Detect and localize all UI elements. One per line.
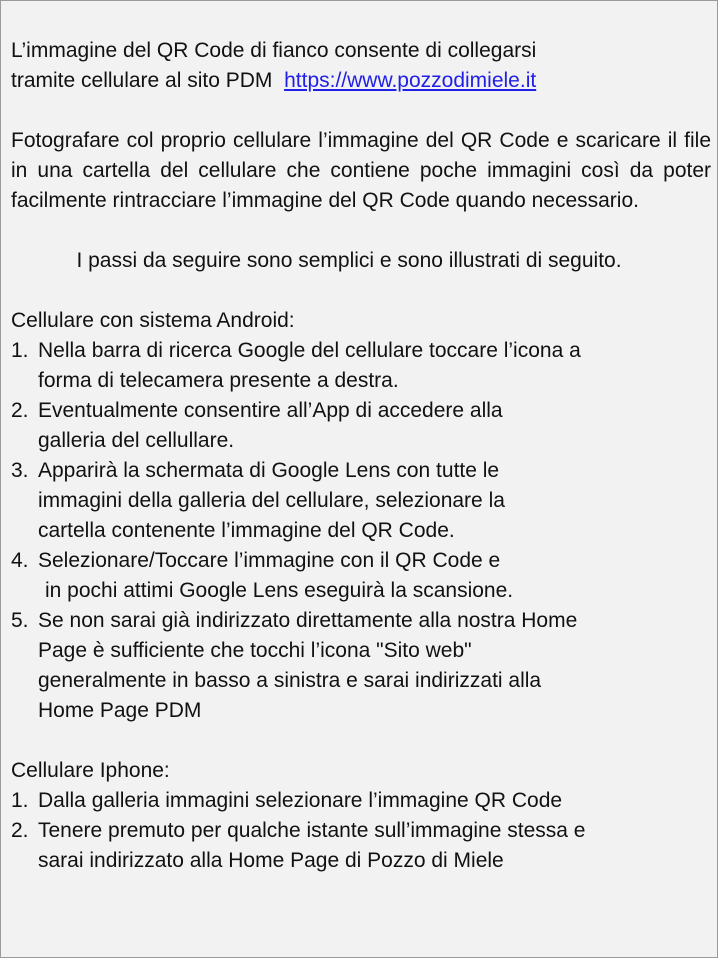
list-item-number: 1. [11, 339, 29, 362]
instructions-paragraph: Fotografare col proprio cellulare l’immagine del QR Code e scaricare il file in una cartella del cellulare che contiene poche immagini così da poter facilmente rintracciare l’immagine del QR Code quando necessario. [11, 129, 711, 212]
spacer [11, 276, 711, 306]
list-item-text: cartella contenente l’immagine del QR Code. [38, 519, 455, 542]
list-item-text: Home Page PDM [38, 699, 202, 722]
list-item [11, 396, 711, 456]
intro-line-1: L’immagine del QR Code di fianco consente di collegarsi [11, 39, 537, 62]
list-item-text: Dalla galleria immagini selezionare l’immagine QR Code [38, 789, 563, 812]
list-item-number: 1. [11, 789, 29, 812]
steps-intro: I passi da seguire sono semplici e sono illustrati di seguito. [76, 249, 622, 272]
list-item [11, 456, 711, 546]
list-item-text: in pochi attimi Google Lens eseguirà la scansione. [45, 579, 514, 602]
intro-paragraph [11, 36, 711, 96]
list-item [11, 606, 711, 726]
list-item-text: Nella barra di ricerca Google del cellulare toccare l’icona a [38, 339, 581, 362]
list-item-text: sarai indirizzato alla Home Page di Pozzo di Miele [38, 849, 504, 872]
android-steps-list [11, 336, 711, 726]
list-item-text: generalmente in basso a sinistra e sarai indirizzati alla [38, 669, 542, 692]
list-item [11, 786, 711, 816]
spacer [11, 96, 711, 126]
list-item-number: 3. [11, 459, 29, 482]
document-content [11, 36, 711, 876]
spacer [11, 726, 711, 756]
list-item-text: galleria del cellullare. [38, 429, 235, 452]
list-item-number: 5. [11, 609, 29, 632]
list-item-text: Page è sufficiente che tocchi l’icona "Sito web" [38, 639, 472, 662]
list-item-number: 4. [11, 549, 29, 572]
list-item [11, 816, 711, 876]
list-item-number: 2. [11, 819, 29, 842]
list-item-text: immagini della galleria del cellulare, selezionare la [38, 489, 505, 512]
list-item-text: Apparirà la schermata di Google Lens con tutte le [38, 459, 500, 482]
list-item-text: Selezionare/Toccare l’immagine con il QR Code e [38, 549, 501, 572]
list-item-number: 2. [11, 399, 29, 422]
list-item-text: Tenere premuto per qualche istante sull’immagine stessa e [38, 819, 586, 842]
intro-line-2: tramite cellulare al sito PDM [11, 69, 273, 92]
list-item [11, 546, 711, 606]
list-item-text: forma di telecamera presente a destra. [38, 369, 399, 392]
list-item [11, 336, 711, 396]
android-heading: Cellulare con sistema Android: [11, 309, 295, 332]
iphone-steps-list [11, 786, 711, 876]
list-item-text: Se non sarai già indirizzato direttamente alla nostra Home [38, 609, 578, 632]
spacer [11, 216, 711, 246]
list-item-text: Eventualmente consentire all’App di accedere alla [38, 399, 503, 422]
website-link[interactable]: https://www.pozzodimiele.it [284, 69, 537, 92]
iphone-heading: Cellulare Iphone: [11, 759, 170, 782]
